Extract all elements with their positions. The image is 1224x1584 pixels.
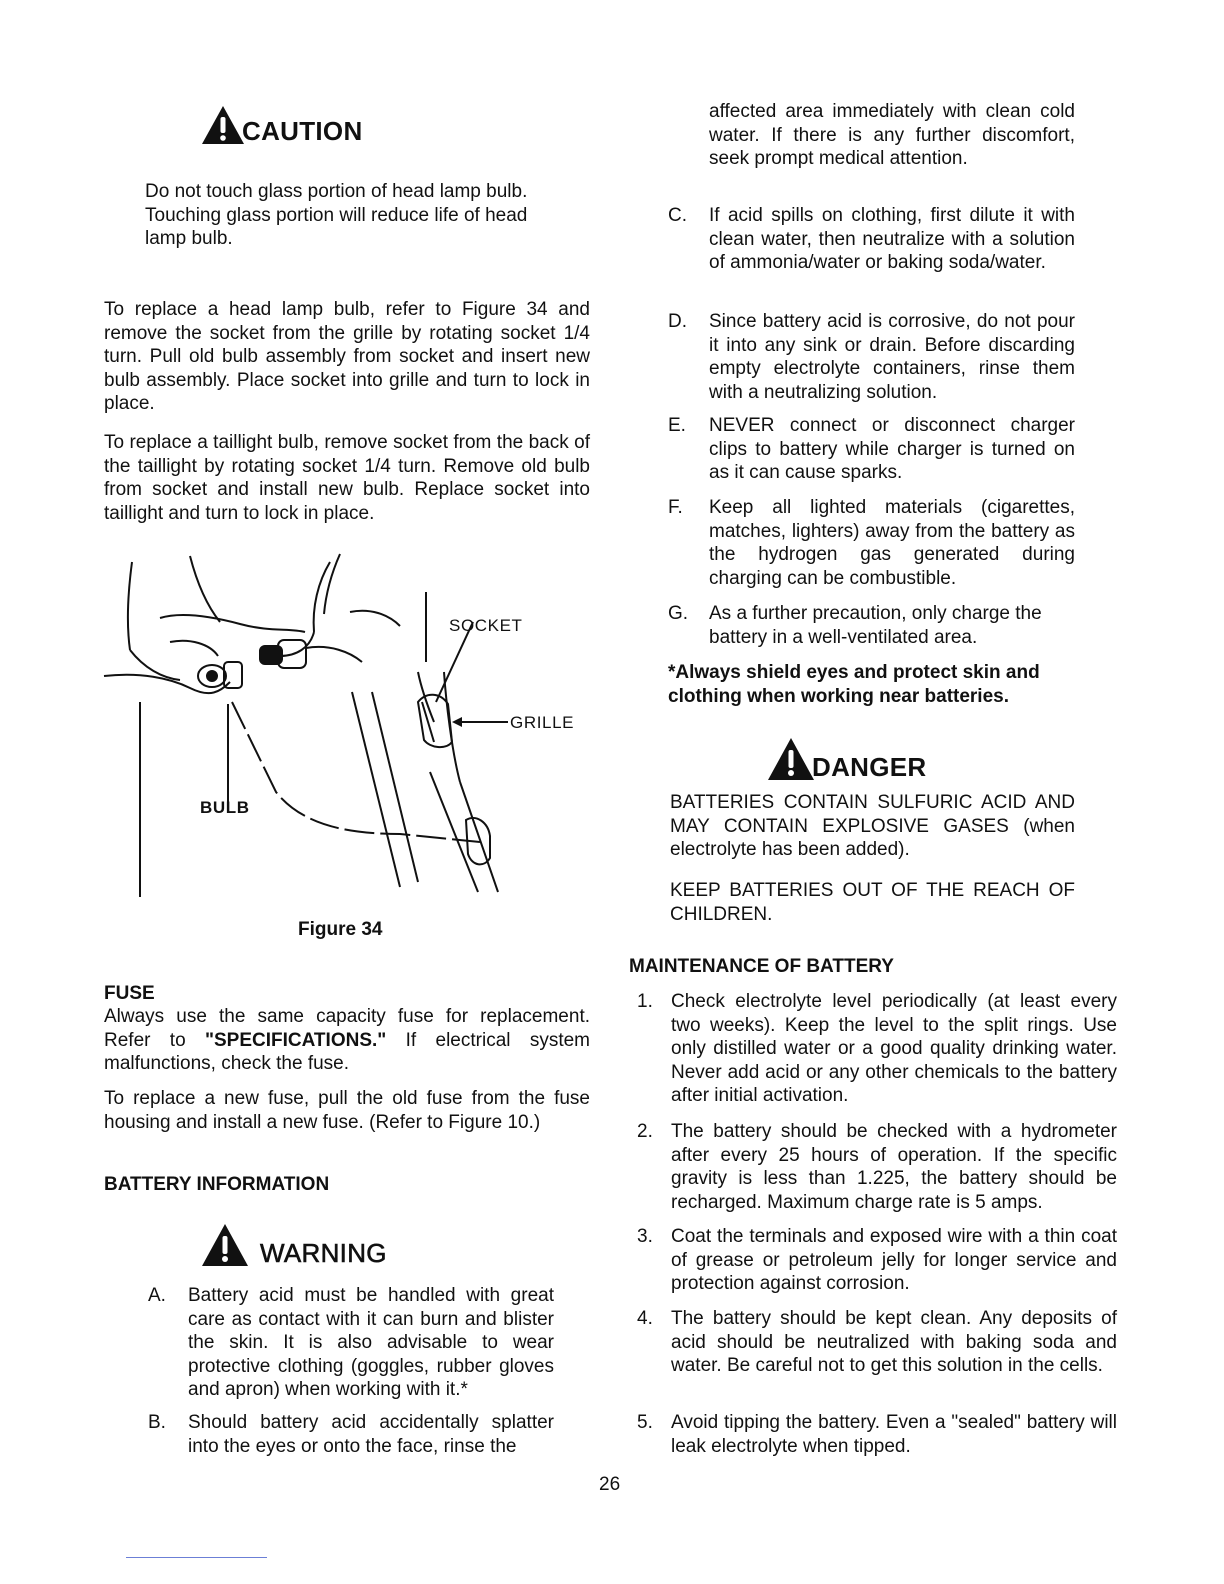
warning-triangle-icon — [200, 1222, 250, 1268]
warning-triangle-icon — [200, 104, 246, 146]
danger-title: DANGER — [812, 752, 927, 782]
list-item-text: Check electrolyte level periodically (at least every two weeks). Keep the level to the split rings. Use only distilled water or a good quality drinking water. Never add acid or any other chemicals to the battery after initial activation. — [671, 991, 1117, 1106]
list-item-label: C. — [668, 205, 687, 226]
warning-title: WARNING — [260, 1238, 387, 1268]
list-item-text: Since battery acid is corrosive, do not pour it into any sink or drain. Before discarding empty electrolyte containers, rinse them with a neutralizing solution. — [709, 311, 1075, 403]
figure-label-bulb: BULB — [200, 798, 250, 817]
list-item-label: A. — [148, 1285, 166, 1306]
maintenance-heading: MAINTENANCE OF BATTERY — [629, 956, 894, 977]
list-item-label: E. — [668, 415, 686, 436]
list-item-label: 4. — [637, 1308, 653, 1329]
fuse-paragraph-2: To replace a new fuse, pull the old fuse from the fuse housing and install a new fuse. (Refer to Figure 10.) — [104, 1088, 590, 1133]
fuse-heading: FUSE — [104, 983, 155, 1004]
list-item-text: Should battery acid accidentally splatter into the eyes or onto the face, rinse the — [188, 1412, 554, 1457]
footer-rule — [126, 1557, 267, 1558]
caution-title: CAUTION — [242, 116, 363, 146]
page-number: 26 — [599, 1474, 621, 1495]
continued-text: affected area immediately with clean cold water. If there is any further discomfort, seek prompt medical attention. — [709, 101, 1075, 169]
list-item-label: 3. — [637, 1226, 653, 1247]
list-item-label: D. — [668, 311, 687, 332]
list-item-label: B. — [148, 1412, 166, 1433]
fuse-paragraph-1 — [104, 1005, 590, 1076]
taillight-paragraph: To replace a taillight bulb, remove socket from the back of the taillight by rotating socket 1/4 turn. Remove old bulb from socket and install new bulb. Replace socket into taillight and turn to lock in place. — [104, 432, 590, 524]
list-item-text: The battery should be kept clean. Any deposits of acid should be neutralized with baking soda and water. Be careful not to get this solution in the cells. — [671, 1308, 1117, 1376]
list-item-text: Coat the terminals and exposed wire with a thin coat of grease or petroleum jelly for longer service and protection against corrosion. — [671, 1226, 1117, 1294]
list-item-text: Avoid tipping the battery. Even a "sealed" battery will leak electrolyte when tipped. — [671, 1412, 1117, 1457]
warning-triangle-icon — [766, 736, 816, 782]
shield-note: *Always shield eyes and protect skin and clothing when working near batteries. — [668, 662, 1040, 707]
list-item-label: 2. — [637, 1121, 653, 1142]
list-item-label: F. — [668, 497, 683, 518]
figure-label-grille: GRILLE — [510, 713, 575, 732]
figure-label-socket: SOCKET — [449, 616, 523, 635]
specifications-reference: "SPECIFICATIONS." — [204, 1029, 387, 1051]
figure-caption: Figure 34 — [298, 919, 383, 940]
list-item-text: NEVER connect or disconnect charger clips to battery while charger is turned on as it can cause sparks. — [709, 415, 1075, 483]
danger-text-2: KEEP BATTERIES OUT OF THE REACH OF CHILDREN. — [670, 880, 1075, 925]
danger-header — [766, 736, 926, 782]
list-item-text: Keep all lighted materials (cigarettes, matches, lighters) away from the battery as the hydrogen gas generated during charging can be combustible. — [709, 497, 1075, 589]
warning-header — [200, 1222, 387, 1268]
fuse-paragraph-1-end: If electrical system malfunctions, check the fuse. — [104, 1029, 590, 1074]
caution-text: Do not touch glass portion of head lamp bulb. Touching glass portion will reduce life of head lamp bulb. — [145, 181, 528, 249]
danger-text-1: BATTERIES CONTAIN SULFURIC ACID AND MAY CONTAIN EXPLOSIVE GASES (when electrolyte has been added). — [670, 792, 1075, 860]
list-item-text: As a further precaution, only charge the battery in a well-ventilated area. — [709, 603, 1042, 648]
battery-info-heading: BATTERY INFORMATION — [104, 1174, 330, 1195]
list-item-label: 1. — [637, 991, 653, 1012]
list-item-label: 5. — [637, 1412, 653, 1433]
list-item-text: If acid spills on clothing, first dilute it with clean water, then neutralize with a solution of ammonia/water or baking soda/water. — [709, 205, 1075, 273]
list-item-text: The battery should be checked with a hydrometer after every 25 hours of operation. If the specific gravity is less than 1.225, the battery should be recharged. Maximum charge rate is 5 amps. — [671, 1121, 1117, 1213]
list-item-text: Battery acid must be handled with great care as contact with it can burn and blister the skin. It is also advisable to wear protective clothing (goggles, rubber gloves and apron) when working with it.* — [188, 1285, 554, 1400]
fuse-paragraph-1-start: Always use the same capacity fuse for replacement. Refer to — [104, 1006, 590, 1051]
list-item-label: G. — [668, 603, 689, 624]
head-lamp-paragraph: To replace a head lamp bulb, refer to Figure 34 and remove the socket from the grille by rotating socket 1/4 turn. Pull old bulb assembly from socket and insert new bulb assembly. Place socket into grille and turn to lock in place. — [104, 299, 590, 414]
caution-header — [200, 104, 363, 146]
